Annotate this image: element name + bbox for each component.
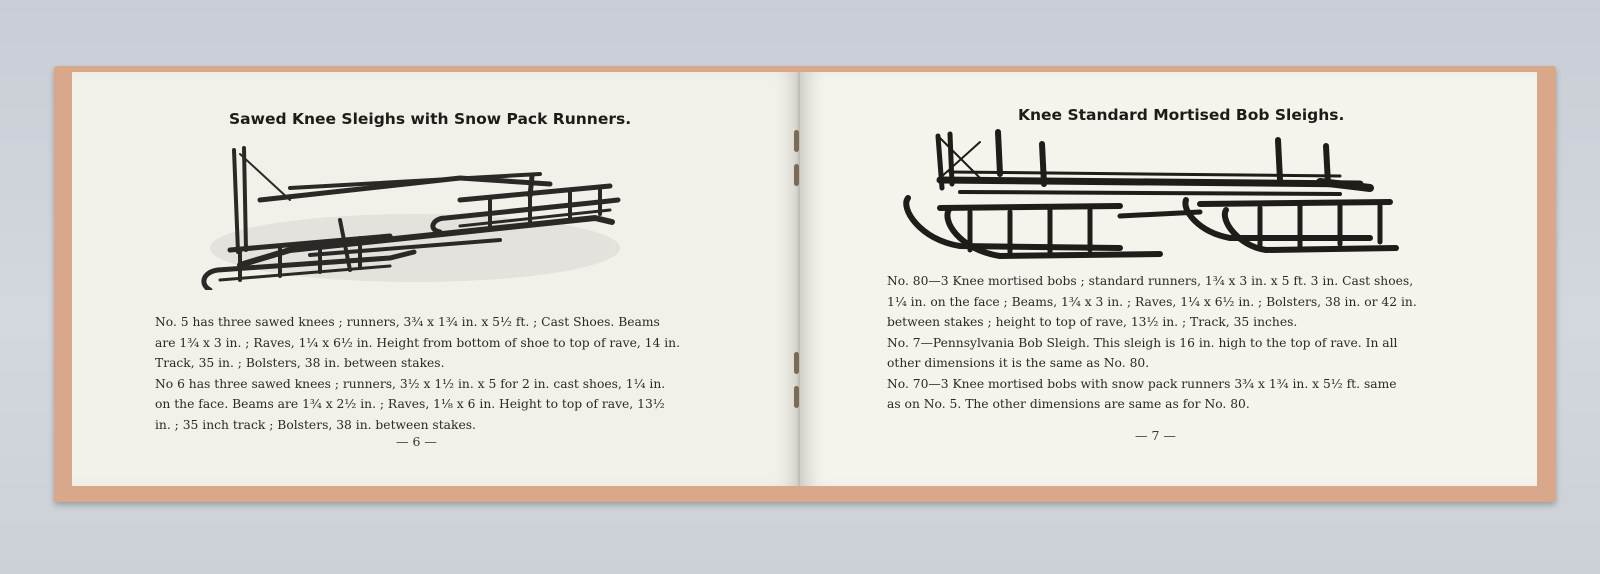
text-line: in. ; 35 inch track ; Bolsters, 38 in. between stakes. [155, 417, 476, 432]
left-page [72, 72, 800, 486]
binding-stitch [794, 164, 799, 186]
binding-stitch [794, 130, 799, 152]
binding-stitch [794, 386, 799, 408]
text-line: No. 5 has three sawed knees ; runners, 3¾ x 1¾ in. x 5½ ft. ; Cast Shoes. Beams [155, 315, 660, 329]
bob-sleigh-illustration [900, 128, 1405, 268]
text-line: No. 70—3 Knee mortised bobs with snow pack runners 3¾ x 1¾ in. x 5½ ft. same [887, 376, 1397, 391]
text-line: No. 7—Pennsylvania Bob Sleigh. This sleigh is 16 in. high to the top of rave. In all [887, 335, 1398, 350]
right-page [800, 72, 1537, 486]
binding-stitch [794, 352, 799, 374]
text-line: Track, 35 in. ; Bolsters, 38 in. between stakes. [155, 356, 445, 370]
page-number: — 6 — [396, 434, 437, 449]
text-line: on the face. Beams are 1¾ x 2½ in. ; Raves, 1⅛ x 6 in. Height to top of rave, 13½ [155, 397, 665, 411]
right-text [857, 271, 1417, 415]
page-number: — 7 — [1135, 428, 1176, 443]
text-line: other dimensions it is the same as No. 80. [887, 356, 1150, 370]
text-line: between stakes ; height to top of rave, 13½ in. ; Track, 35 inches. [887, 315, 1298, 329]
text-line: are 1¾ x 3 in. ; Raves, 1¼ x 6½ in. Height from bottom of shoe to top of rave, 14 in. [155, 335, 680, 350]
sleigh-illustration [200, 140, 630, 290]
page-title: Knee Standard Mortised Bob Sleighs. [1018, 106, 1345, 124]
text-line: as on No. 5. The other dimensions are same as for No. 80. [887, 397, 1250, 411]
text-line: 1¼ in. on the face ; Beams, 1¾ x 3 in. ; Raves, 1¼ x 6½ in. ; Bolsters, 38 in. or 42 in. [887, 294, 1417, 309]
text-line: No 6 has three sawed knees ; runners, 3½ x 1½ in. x 5 for 2 in. cast shoes, 1¼ in. [155, 376, 666, 391]
page-title: Sawed Knee Sleighs with Snow Pack Runners. [229, 110, 632, 128]
left-text [125, 312, 680, 435]
text-line: No. 80—3 Knee mortised bobs ; standard runners, 1¾ x 3 in. x 5 ft. 3 in. Cast shoes, [887, 274, 1414, 288]
